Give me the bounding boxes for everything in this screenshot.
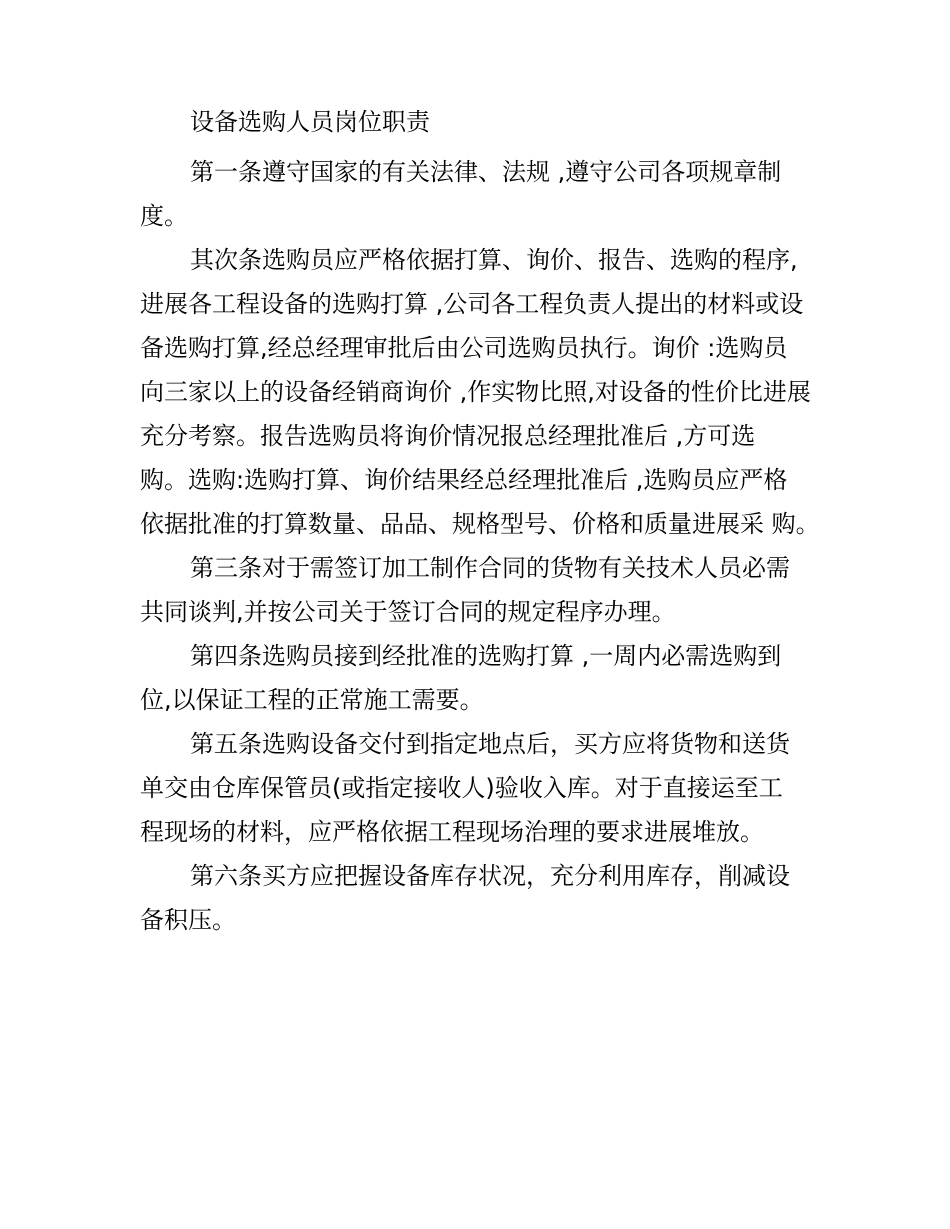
paragraph-line: 进展各工程设备的选购打算 ,公司各工程负责人提出的材料或设 — [140, 290, 804, 318]
paragraph-line: 第五条选购设备交付到指定地点后，买方应将货物和送货 — [190, 730, 790, 758]
paragraph-line: 其次条选购员应严格依据打算、询价、报告、选购的程序, — [190, 246, 798, 274]
paragraph-line: 第一条遵守国家的有关法律、法规 ,遵守公司各项规章制 — [190, 158, 782, 186]
article-3-paragraph — [140, 546, 820, 634]
article-5-paragraph — [140, 722, 820, 854]
paragraph-line: 向三家以上的设备经销商询价 ,作实物比照,对设备的性价比进展 — [140, 378, 811, 406]
article-2-paragraph — [140, 238, 820, 546]
paragraph-line: 第三条对于需签订加工制作合同的货物有关技术人员必需 — [190, 554, 790, 582]
paragraph-line: 位,以保证工程的正常施工需要。 — [140, 686, 484, 714]
paragraph-line: 单交由仓库保管员(或指定接收人)验收入库。对于直接运至工 — [140, 774, 783, 802]
paragraph-line: 第六条买方应把握设备库存状况，充分利用库存，削减设 — [190, 862, 790, 890]
article-6-paragraph — [140, 854, 820, 942]
article-1-paragraph — [140, 150, 820, 238]
paragraph-line: 依据批准的打算数量、品品、规格型号、价格和质量进展采 购。 — [140, 510, 820, 538]
article-4-paragraph — [140, 634, 820, 722]
paragraph-line: 程现场的材料，应严格依据工程现场治理的要求进展堆放。 — [140, 818, 764, 846]
paragraph-line: 共同谈判,并按公司关于签订合同的规定程序办理。 — [140, 598, 676, 626]
paragraph-line: 第四条选购员接到经批准的选购打算 ,一周内必需选购到 — [190, 642, 782, 670]
document-title: 设备选购人员岗位职责 — [190, 108, 430, 136]
paragraph-line: 度。 — [140, 202, 188, 230]
paragraph-line: 备选购打算,经总经理审批后由公司选购员执行。询价 :选购员 — [140, 334, 788, 362]
paragraph-line: 备积压。 — [140, 906, 236, 934]
paragraph-line: 购。选购:选购打算、询价结果经总经理批准后 ,选购员应严格 — [140, 466, 788, 494]
paragraph-line: 充分考察。报告选购员将询价情况报总经理批准后 ,方可选 — [140, 422, 756, 450]
document-body — [140, 100, 820, 942]
